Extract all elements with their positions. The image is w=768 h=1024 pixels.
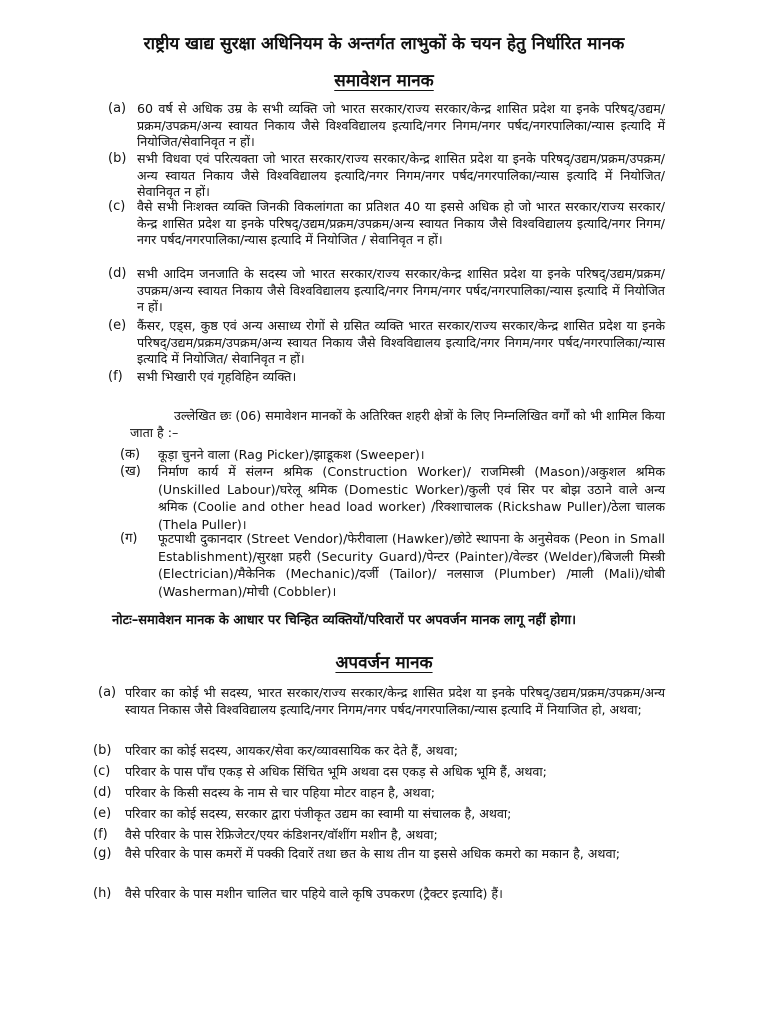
list-item: [108, 199, 665, 249]
inclusion-note: नोटः–समावेशन मानक के आधार पर चिन्हित व्यक्तियों/परिवारों पर अपवर्जन मानक लागू नहीं होगा।: [112, 613, 577, 628]
item-text: वैसे परिवार के पास रेफ्रिजेटर/एयर कंडिशनर/वॉशींग मशीन है, अथवा;: [125, 827, 438, 842]
list-item: [108, 101, 665, 151]
list-item: [108, 369, 665, 386]
item-label: (ख): [120, 464, 141, 479]
item-text: फूटपाथी दुकानदार (Street Vendor)/फेरीवाला (Hawker)/छोटे स्थापना के अनुसेवक (Peon in Small Establishment)/सुरक्षा प्रहरी (Security Guard)/पेन्टर (Painter)/वेल्डर (Welder)/बिजली मिस्त्री (Electrician)/मैकेनिक (Mechanic)/दर्जी (Tailor)/ नलसाज (Plumber) /माली (Mali)/धोबी (Washerman)/मोची (Cobbler)।: [158, 531, 665, 599]
exclusion-heading-text: अपवर्जन मानक: [335, 653, 433, 673]
item-label: (f): [93, 827, 108, 842]
item-text: सभी विधवा एवं परित्यक्ता जो भारत सरकार/राज्य सरकार/केन्द्र शासित प्रदेश या इनके परिषद्/उद्यम/प्रक्रम/उपक्रम/अन्य स्वायत निकाय जैसे विश्वविद्यालय इत्यादि/नगर निगम/नगर पर्षद/नगरपालिका/न्यास इत्यादि में नियोजित/ सेवानिवृत न हों।: [137, 151, 665, 199]
item-text: परिवार के पास पाँच एकड़ से अधिक सिंचित भूमि अथवा दस एकड़ से अधिक भूमि हैं, अथवा;: [125, 764, 547, 779]
list-item: [98, 685, 665, 718]
list-item: [120, 446, 665, 463]
item-label: (b): [108, 151, 127, 166]
list-item: [120, 463, 665, 533]
list-item: [93, 846, 665, 863]
item-text: कूड़ा चुनने वाला (Rag Picker)/झाडूकश (Sweeper)।: [158, 447, 425, 462]
item-label: (b): [93, 743, 112, 758]
item-label: (e): [108, 318, 127, 333]
list-item: [93, 806, 665, 823]
item-text: वैसे परिवार के पास कमरों में पक्की दिवारें तथा छत के साथ तीन या इससे अधिक कमरो का मकान है, अथवा;: [125, 846, 620, 861]
item-text: 60 वर्ष से अधिक उम्र के सभी व्यक्ति जो भारत सरकार/राज्य सरकार/केन्द्र शासित प्रदेश या इनके परिषद्/उद्यम/प्रक्रम/उपक्रम/अन्य स्वायत निकाय जैसे विश्वविद्यालय इत्यादि/नगर निगम/नगर पर्षद/नगरपालिका/न्यास इत्यादि में नियोजित/सेवानिवृत न हों।: [137, 101, 665, 149]
inclusion-heading-text: समावेशन मानक: [334, 71, 434, 91]
list-item: [108, 266, 665, 316]
item-text: परिवार का कोई सदस्य, सरकार द्वारा पंजीकृत उद्यम का स्वामी या संचालक है, अथवा;: [125, 806, 512, 821]
list-item: [93, 764, 665, 781]
list-item: [93, 785, 665, 802]
item-text: परिवार के किसी सदस्य के नाम से चार पहिया मोटर वाहन है, अथवा;: [125, 785, 435, 800]
item-text: परिवार का कोई सदस्य, आयकर/सेवा कर/व्यावसायिक कर देते हैं, अथवा;: [125, 743, 458, 758]
item-label: (c): [93, 764, 111, 779]
list-item: [93, 886, 665, 903]
inclusion-heading: [0, 68, 768, 91]
item-text: कैंसर, एड्स, कुष्ठ एवं अन्य असाध्य रोगों से ग्रसित व्यक्ति भारत सरकार/राज्य सरकार/केन्द्र शासित प्रदेश या इनके परिषद्/उद्यम/प्रक्रम/उपक्रम/अन्य स्वायत निकाय जैसे विश्वविद्यालय इत्यादि/नगर निगम/नगर पर्षद/नगरपालिका/न्यास इत्यादि में नियोजित/ सेवानिवृत न हों।: [137, 318, 665, 366]
list-item: [108, 151, 665, 201]
item-text: वैसे परिवार के पास मशीन चालित चार पहिये वाले कृषि उपकरण (ट्रैक्टर इत्यादि) हैं।: [125, 886, 503, 901]
exclusion-heading: [0, 650, 768, 673]
item-text: वैसे सभी निःशक्त व्यक्ति जिनकी विकलांगता का प्रतिशत 40 या इससे अधिक हो जो भारत सरकार/राज्य सरकार/केन्द्र शासित प्रदेश या इनके परिषद्/उद्यम/प्रक्रम/उपक्रम/अन्य स्वायत निकाय जैसे विश्वविद्यालय इत्यादि/नगर निगम/नगर पर्षद/नगरपालिका/न्यास इत्यादि में नियोजित / सेवानिवृत न हों।: [137, 199, 665, 247]
list-item: [93, 827, 665, 844]
document-title: राष्ट्रीय खाद्य सुरक्षा अधिनियम के अन्तर्गत लाभुकों के चयन हेतु निर्धारित मानक: [143, 34, 625, 54]
item-text: सभी आदिम जनजाति के सदस्य जो भारत सरकार/राज्य सरकार/केन्द्र शासित प्रदेश या इनके परिषद्/उद्यम/प्रक्रम/उपक्रम/अन्य स्वायत निकाय जैसे विश्वविद्यालय इत्यादि/नगर निगम/नगर पर्षद/नगरपालिका/न्यास इत्यादि में नियोजित न हों।: [137, 266, 665, 314]
item-label: (c): [108, 199, 126, 214]
list-item: [93, 743, 665, 760]
item-label: (e): [93, 806, 112, 821]
item-text: सभी भिखारी एवं गृहविहिन व्यक्ति।: [137, 369, 297, 384]
item-label: (d): [108, 266, 127, 281]
item-text: निर्माण कार्य में संलग्न श्रमिक (Construction Worker)/ राजमिस्त्री (Mason)/अकुशल श्रमिक (Unskilled Labour)/घरेलू श्रमिक (Domestic Worker)/कुली एवं सिर पर बोझ उठाने वाले अन्य श्रमिक (Coolie and other head load worker) /रिक्शाचालक (Rickshaw Puller)/ठेला चालक (Thela Puller)।: [158, 464, 665, 532]
item-label: (f): [108, 369, 123, 384]
list-item: [108, 318, 665, 368]
item-label: (g): [93, 846, 112, 861]
item-label: (h): [93, 886, 112, 901]
item-label: (d): [93, 785, 112, 800]
item-text: परिवार का कोई भी सदस्य, भारत सरकार/राज्य सरकार/केन्द्र शासित प्रदेश या इनके परिषद्/उद्यम/प्रक्रम/उपक्रम/अन्य स्वायत निकास जैसे विश्वविद्यालय इत्यादि/नगर निगम/नगर पर्षद/नगरपालिका/न्यास इत्यादि में नियाजित हो, अथवा;: [125, 685, 665, 717]
item-label: (a): [98, 685, 117, 700]
item-label: (क): [120, 447, 141, 462]
urban-intro: उल्लेखित छः (06) समावेशन मानकों के अतिरिक्त शहरी क्षेत्रों के लिए निम्नलिखित वर्गों को भी शामिल किया जाता है :–: [130, 408, 665, 440]
item-label: (a): [108, 101, 127, 116]
list-item: [120, 530, 665, 600]
item-label: (ग): [120, 531, 138, 546]
